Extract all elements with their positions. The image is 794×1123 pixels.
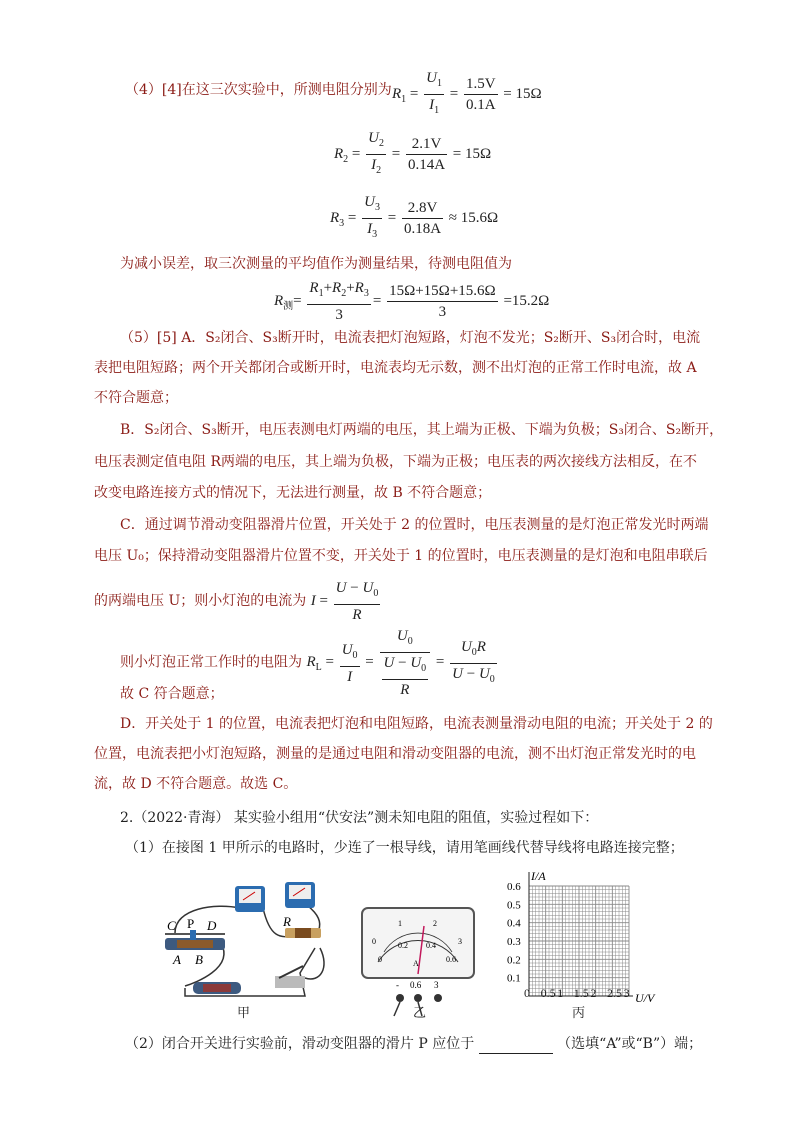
q2-sub2-tail: （选填“A”或“B”）端； xyxy=(557,1036,703,1052)
rheostat-icon xyxy=(165,930,225,950)
r2-i: 0.14A xyxy=(407,157,446,173)
grid-xtick: 1 xyxy=(557,986,564,1000)
q5-c-line5: 故 C 符合题意； xyxy=(120,686,224,702)
r1-i: 0.1A xyxy=(465,97,496,113)
r1-val: 15Ω xyxy=(515,85,542,102)
dial-bot-2: 0.4 xyxy=(426,941,436,950)
q5-c-line1: C．通过调节滑动变阻器滑片位置，开关处于 2 的位置时，电压表测量的是灯泡正常发光时两端 xyxy=(120,517,709,533)
grid-lines xyxy=(529,886,629,996)
r2-val: 15Ω xyxy=(465,145,492,162)
q4-intro: （4）[4]在这三次实验中，所测电阻分别为 xyxy=(125,82,392,98)
q5-c-line3: 的两端电压 U；则小灯泡的电流为 xyxy=(94,592,307,609)
grid-xtick: 1.5 xyxy=(573,986,589,1000)
grid-ytick: 0.1 xyxy=(507,972,521,985)
label-a: A xyxy=(173,952,181,967)
r3-u: 2.8V xyxy=(402,198,443,219)
q2-header: 2.（2022·青海） 某实验小组用“伏安法”测未知电阻的阻值，实验过程如下： xyxy=(120,810,599,826)
label-b: B xyxy=(195,952,203,967)
terminal-neg: - xyxy=(396,980,399,990)
grid-xlabel: U/V xyxy=(635,991,655,1005)
label-p: P xyxy=(187,916,195,931)
r3-i: 0.18A xyxy=(403,221,442,237)
answer-blank[interactable] xyxy=(479,1039,553,1054)
q5-c-line4: 则小灯泡正常工作时的电阻为 xyxy=(120,654,302,671)
avg-sub: 测 xyxy=(283,300,294,312)
q5-a-line2: 表把电阻短路；两个开关都闭合或断开时，电流表均无示数，测不出灯泡的正常工作时电流，故 A xyxy=(94,360,697,376)
avg-val: =15.2Ω xyxy=(503,292,550,309)
resistor-icon xyxy=(285,928,321,938)
dial-top-0: 0 xyxy=(372,937,376,946)
label-r: R xyxy=(283,914,291,929)
q5-a-line3: 不符合题意； xyxy=(94,390,178,406)
r3-formula: $R_3$ = $\frac{U_3}{I_3}$ = $\frac{2.8V}{0.18A}$ ≈ 15.6Ω xyxy=(330,194,499,240)
q5-c-line3-row xyxy=(94,578,382,625)
iu-grid xyxy=(505,866,675,1006)
grid-xtick: 3 xyxy=(623,986,630,1000)
current-formula: I = $\frac{U - U_0}{R}$ xyxy=(310,580,379,623)
q5-c-line2: 电压 U₀；保持滑动变阻器滑片位置不变，开关处于 1 的位置时，电压表测量的是灯泡和电阻串联后 xyxy=(94,548,708,564)
grid-ytick: 0.6 xyxy=(507,881,521,893)
dial-top-2: 2 xyxy=(433,919,437,928)
q2-sub1: （1）在接图 1 甲所示的电路时，少连了一根导线，请用笔画线代替导线将电路连接完整； xyxy=(125,840,684,856)
q2-sub2-row xyxy=(125,1034,702,1054)
r2-u: 2.1V xyxy=(406,134,447,155)
ammeter-icon xyxy=(235,886,265,912)
avg-nums: 15Ω+15Ω+15.6Ω xyxy=(387,281,498,302)
label-c: C xyxy=(167,918,176,933)
dial-top-1: 1 xyxy=(398,919,402,928)
r3-val: 15.6Ω xyxy=(460,209,499,226)
terminal-06: 0.6 xyxy=(410,980,422,990)
voltmeter-icon xyxy=(285,882,315,908)
grid-ylabel: I/A xyxy=(531,869,546,883)
q5-d-line1: D．开关处于 1 的位置，电流表把灯泡和电阻短路，电流表测量滑动电阻的电流；开关处于 2 的 xyxy=(120,716,713,732)
q2-sub2: （2）闭合开关进行实验前，滑动变阻器的滑片 P 应位于 xyxy=(125,1036,475,1052)
fig-jia-caption: 甲 xyxy=(237,1005,251,1020)
label-d: D xyxy=(207,918,217,933)
battery-icon xyxy=(193,982,241,994)
q4-intro-line xyxy=(125,80,392,100)
dial-unit: A xyxy=(413,959,419,968)
grid-xtick: 0 xyxy=(524,986,530,1000)
fig-bing-caption: 丙 xyxy=(572,1005,586,1020)
terminal-3: 3 xyxy=(434,980,439,990)
dial-bot-0: 0 xyxy=(378,955,382,964)
dial-bot-1: 0.2 xyxy=(398,941,408,950)
r1-formula: $R_1$ = $\frac{U_1}{I_1}$ = $\frac{1.5V}{0.1A}$ = 15Ω xyxy=(392,70,542,116)
grid-ytick: 0.2 xyxy=(507,954,521,967)
grid-xticks xyxy=(518,986,638,1002)
grid-ytick: 0.4 xyxy=(507,917,521,930)
grid-xtick: 0.5 xyxy=(540,986,556,1000)
r2-formula: $R_2$ = $\frac{U_2}{I_2}$ = $\frac{2.1V}{0.14A}$ = 15Ω xyxy=(334,130,492,176)
grid-xtick: 2.5 xyxy=(607,986,622,1000)
q5-d-line2: 位置，电流表把小灯泡短路，测量的是通过电阻和滑动变阻器的电流，测不出灯泡正常发光时的电 xyxy=(94,746,696,762)
grid-ytick: 0.3 xyxy=(507,936,521,948)
grid-xtick: 2 xyxy=(590,986,597,1000)
grid-ytick: 0.5 xyxy=(507,899,521,912)
dial-top-3: 3 xyxy=(458,937,462,946)
r1-u: 1.5V xyxy=(464,74,498,95)
switch-icon xyxy=(275,966,305,988)
q5-b-line2: 电压表测定值电阻 R两端的电压，其上端为负极，下端为正极；电压表的两次接线方法相反，在不 xyxy=(94,454,697,470)
avg-den: 3 xyxy=(438,304,447,320)
fig-yi-caption: 乙 xyxy=(413,1005,427,1020)
q5-a-line1: （5）[5] A．S₂闭合、S₃断开时，电流表把灯泡短路，灯泡不发光；S₂断开、S₃闭合时，电流 xyxy=(120,330,701,346)
r-avg-formula: $R_测=$ $\frac{R_1+R_2+R_3}{3}$ = $\frac{15\Omega+15\Omega+15.6\Omega}{3}$ =15.2Ω xyxy=(274,280,550,323)
q5-d-line3: 流，故 D 不符合题意。故选 C。 xyxy=(94,776,298,792)
circuit-diagram xyxy=(155,878,355,1003)
q4-avg-text: 为减小误差，取三次测量的平均值作为测量结果，待测电阻值为 xyxy=(120,256,512,272)
q5-b-line3: 改变电路连接方式的情况下，无法进行测量，故 B 不符合题意； xyxy=(94,485,492,501)
rl-formula: $R_L$ = $\frac{U_0}{I}$ = $\frac{U_0}{\frac{U - U_0}{R}}$ = $\frac{U_0R}{U - U_0}$ xyxy=(306,628,495,698)
q5-b-line1: B．S₂闭合、S₃断开，电压表测电灯两端的电压，其上端为正极、下端为负极；S₃闭合、S₂断开， xyxy=(120,422,724,438)
dial-bot-3: 0.6 xyxy=(446,955,456,964)
